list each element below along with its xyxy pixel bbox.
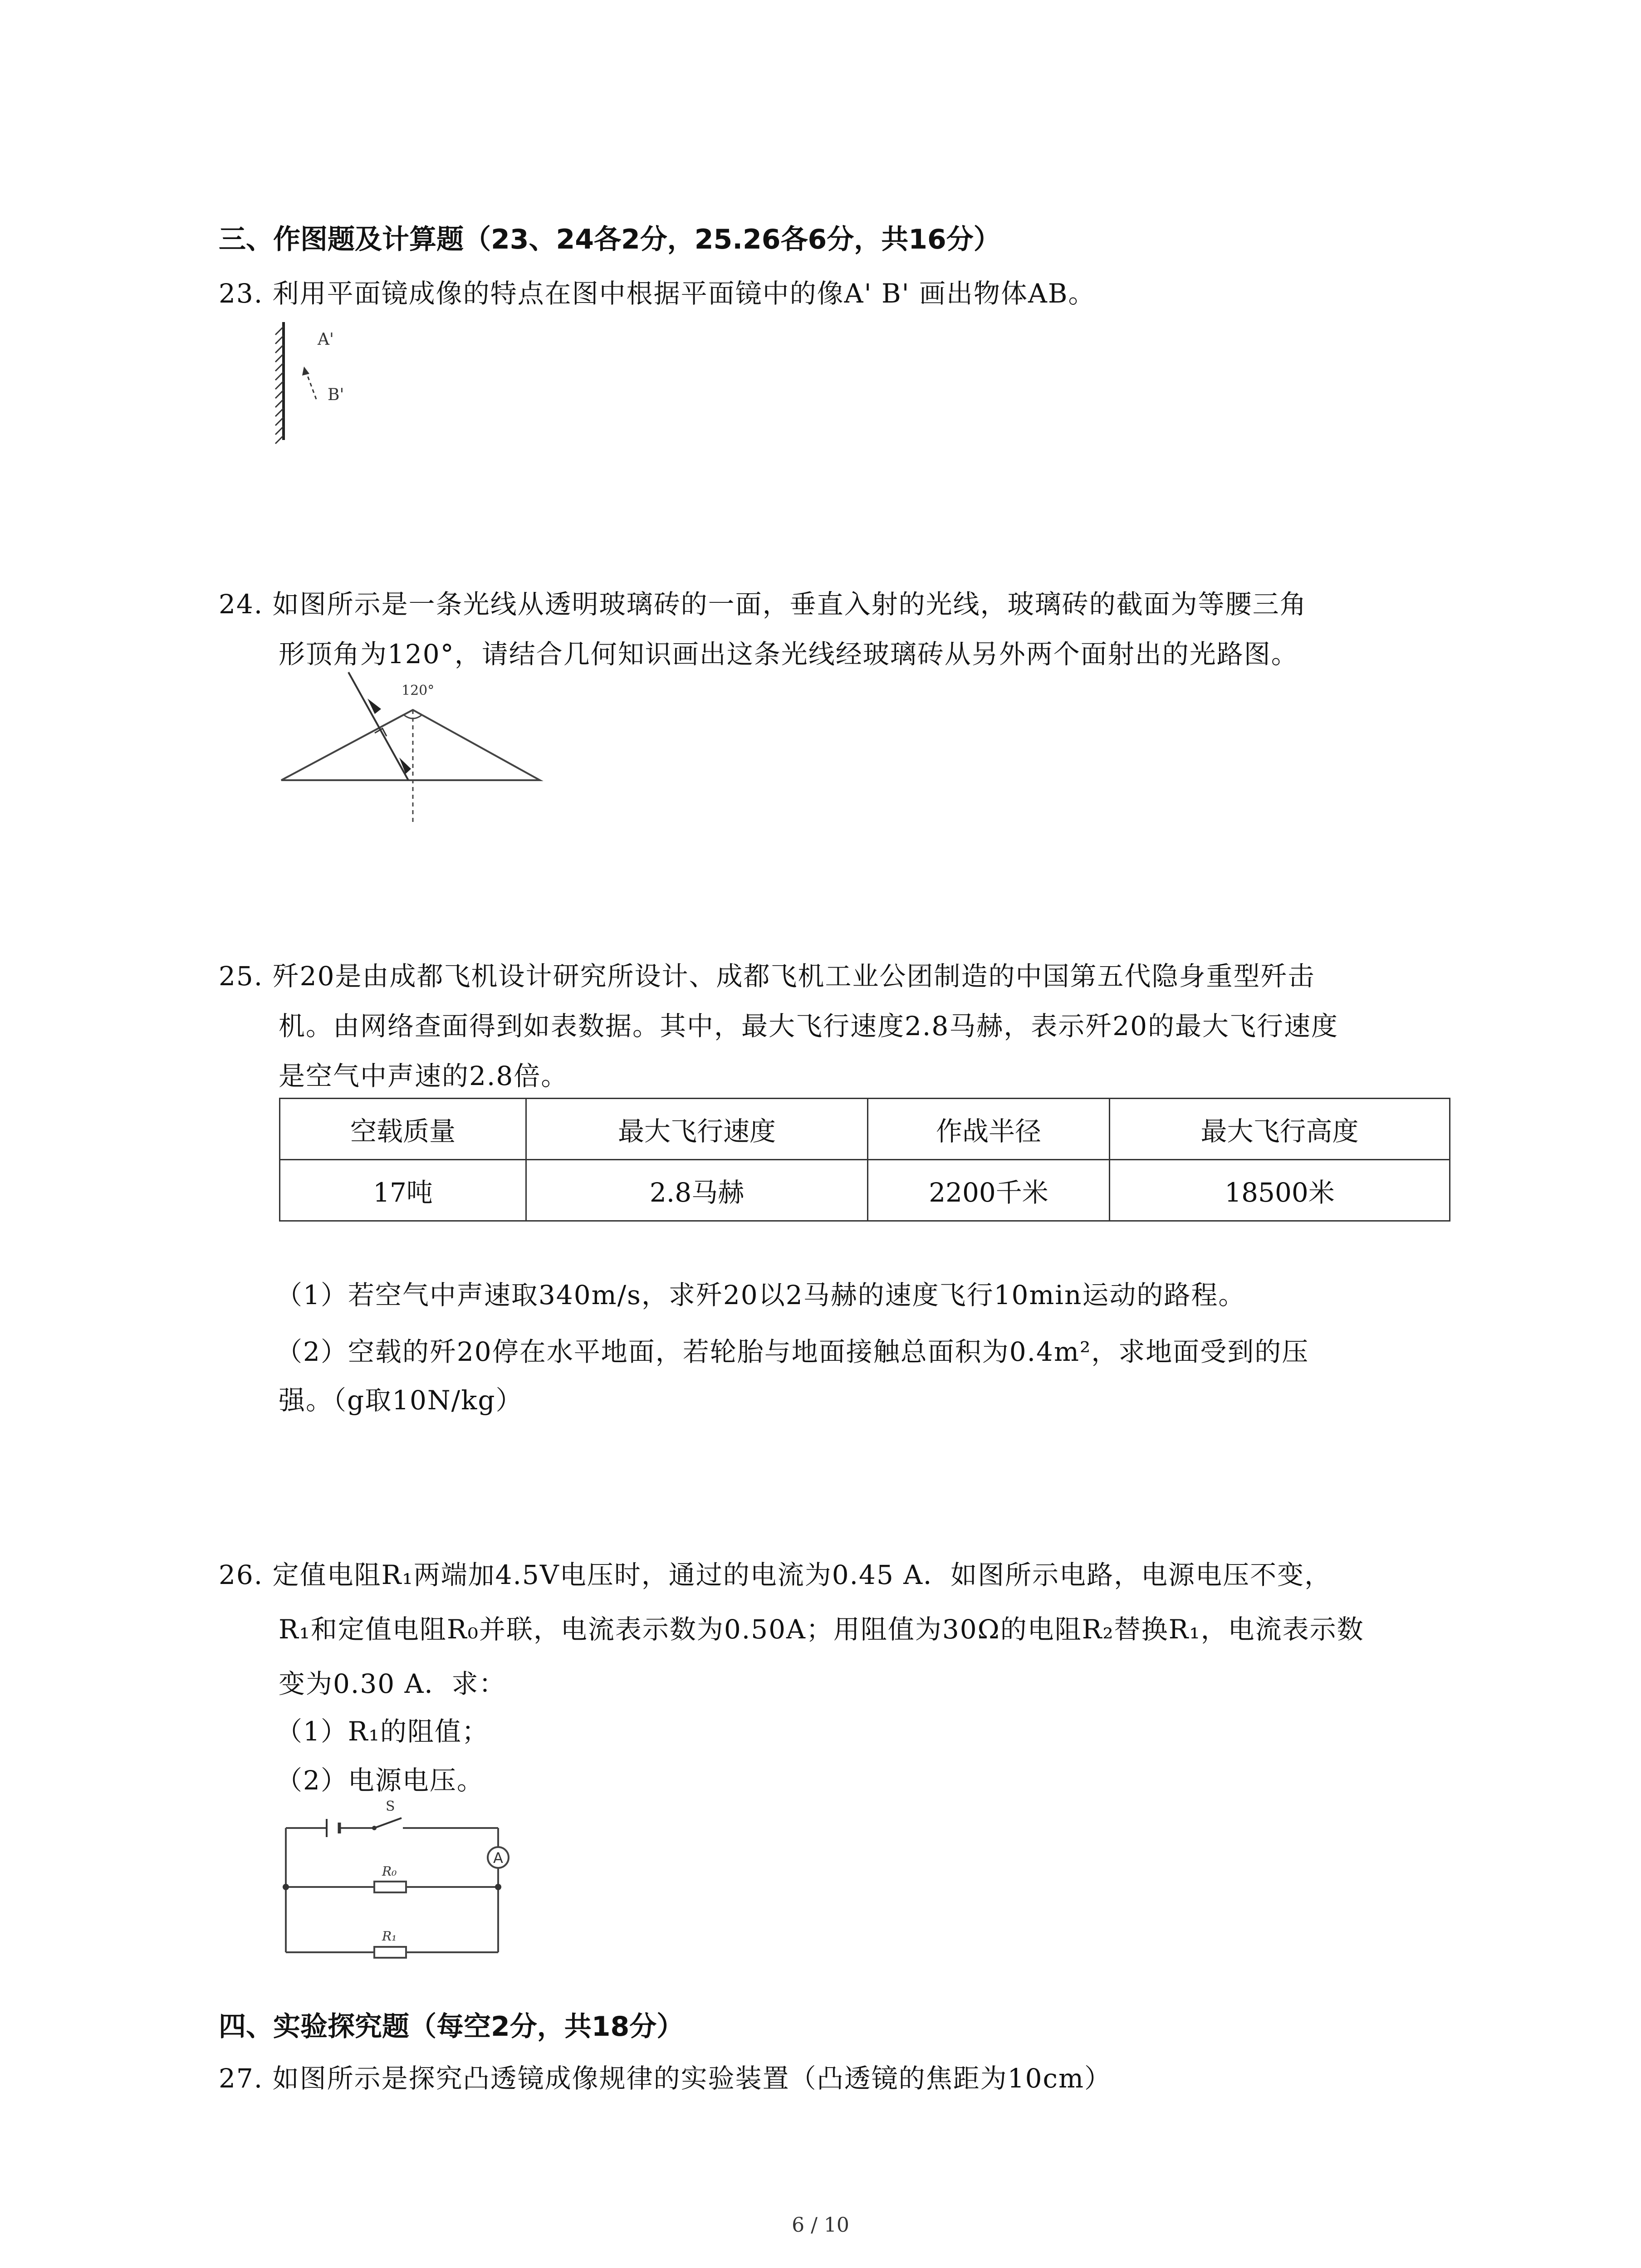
table-cell: 2.8马赫 xyxy=(526,1160,868,1221)
question-26-sub-2: （2）电源电压。 xyxy=(276,1765,484,1796)
circuit-diagram xyxy=(277,1796,531,1969)
apex-angle-label: 120° xyxy=(402,683,435,699)
table-header-cell: 作战半径 xyxy=(868,1099,1110,1160)
junction-dot xyxy=(495,1884,501,1890)
mirror-figure xyxy=(272,318,381,449)
question-25-sub-2-line-1: （2）空载的歼20停在水平地面，若轮胎与地面接触总面积为0.4m²，求地面受到的压 xyxy=(276,1336,1309,1367)
ammeter-label: A xyxy=(493,1849,503,1867)
glass-prism-figure xyxy=(272,667,554,830)
table-cell: 18500米 xyxy=(1110,1160,1450,1221)
table-header-cell: 最大飞行高度 xyxy=(1110,1099,1450,1160)
incident-ray xyxy=(348,672,408,780)
question-24-line-1: 24. 如图所示是一条光线从透明玻璃砖的一面，垂直入射的光线，玻璃砖的截面为等腰三角 xyxy=(219,589,1307,620)
apex-angle-arc xyxy=(404,715,422,719)
question-23-text: 23. 利用平面镜成像的特点在图中根据平面镜中的像A' B' 画出物体AB。 xyxy=(219,278,1096,309)
question-25-line-1: 25. 歼20是由成都飞机设计研究所设计、成都飞机工业公团制造的中国第五代隐身重型歼击 xyxy=(219,961,1315,992)
switch-lever xyxy=(374,1818,402,1828)
table-header-cell: 空载质量 xyxy=(280,1099,526,1160)
question-26-line-1: 26. 定值电阻R₁两端加4.5V电压时，通过的电流为0.45 A．如图所示电路，电源电压不变， xyxy=(219,1559,1332,1590)
table-cell: 2200千米 xyxy=(868,1160,1110,1221)
question-26-line-3: 变为0.30 A．求： xyxy=(279,1668,506,1699)
question-24-line-2: 形顶角为120°，请结合几何知识画出这条光线经玻璃砖从另外两个面射出的光路图。 xyxy=(279,639,1298,670)
question-26-sub-1: （1）R₁的阻值； xyxy=(276,1716,489,1747)
question-26-line-2: R₁和定值电阻R₀并联，电流表示数为0.50A；用阻值为30Ω的电阻R₂替换R₁，电流表示数 xyxy=(279,1614,1364,1645)
resistor-r1 xyxy=(374,1947,406,1958)
table-row xyxy=(280,1160,1450,1221)
question-27-text: 27. 如图所示是探究凸透镜成像规律的实验装置（凸透镜的焦距为10cm） xyxy=(219,2063,1112,2094)
resistor-r1-label: R₁ xyxy=(382,1929,397,1944)
switch-label: S xyxy=(386,1799,395,1814)
table-header-row xyxy=(280,1099,1450,1160)
label-a-prime: A' xyxy=(318,330,334,349)
table-header-cell: 最大飞行速度 xyxy=(526,1099,868,1160)
question-25-line-3: 是空气中声速的2.8倍。 xyxy=(279,1061,568,1091)
j20-data-table xyxy=(279,1098,1450,1222)
table-cell: 17吨 xyxy=(280,1160,526,1221)
question-25-sub-1: （1）若空气中声速取340m/s，求歼20以2马赫的速度飞行10min运动的路程。 xyxy=(276,1280,1246,1310)
page-number: 6 / 10 xyxy=(792,2214,849,2237)
resistor-r0 xyxy=(374,1882,406,1892)
section-3-title: 三、作图题及计算题（23、24各2分，25.26各6分，共16分） xyxy=(219,224,1001,255)
junction-dot xyxy=(283,1884,289,1890)
label-b-prime: B' xyxy=(328,386,344,404)
prism-triangle xyxy=(281,710,540,780)
question-25-sub-2-line-2: 强。（g取10N/kg） xyxy=(279,1385,523,1416)
section-4-title: 四、实验探究题（每空2分，共18分） xyxy=(219,2011,684,2043)
resistor-r0-label: R₀ xyxy=(382,1864,397,1879)
image-arrow-head xyxy=(302,367,309,376)
question-25-line-2: 机。由网络查面得到如表数据。其中，最大飞行速度2.8马赫，表示歼20的最大飞行速度 xyxy=(279,1011,1339,1041)
image-ab-dashed-line xyxy=(306,371,316,399)
